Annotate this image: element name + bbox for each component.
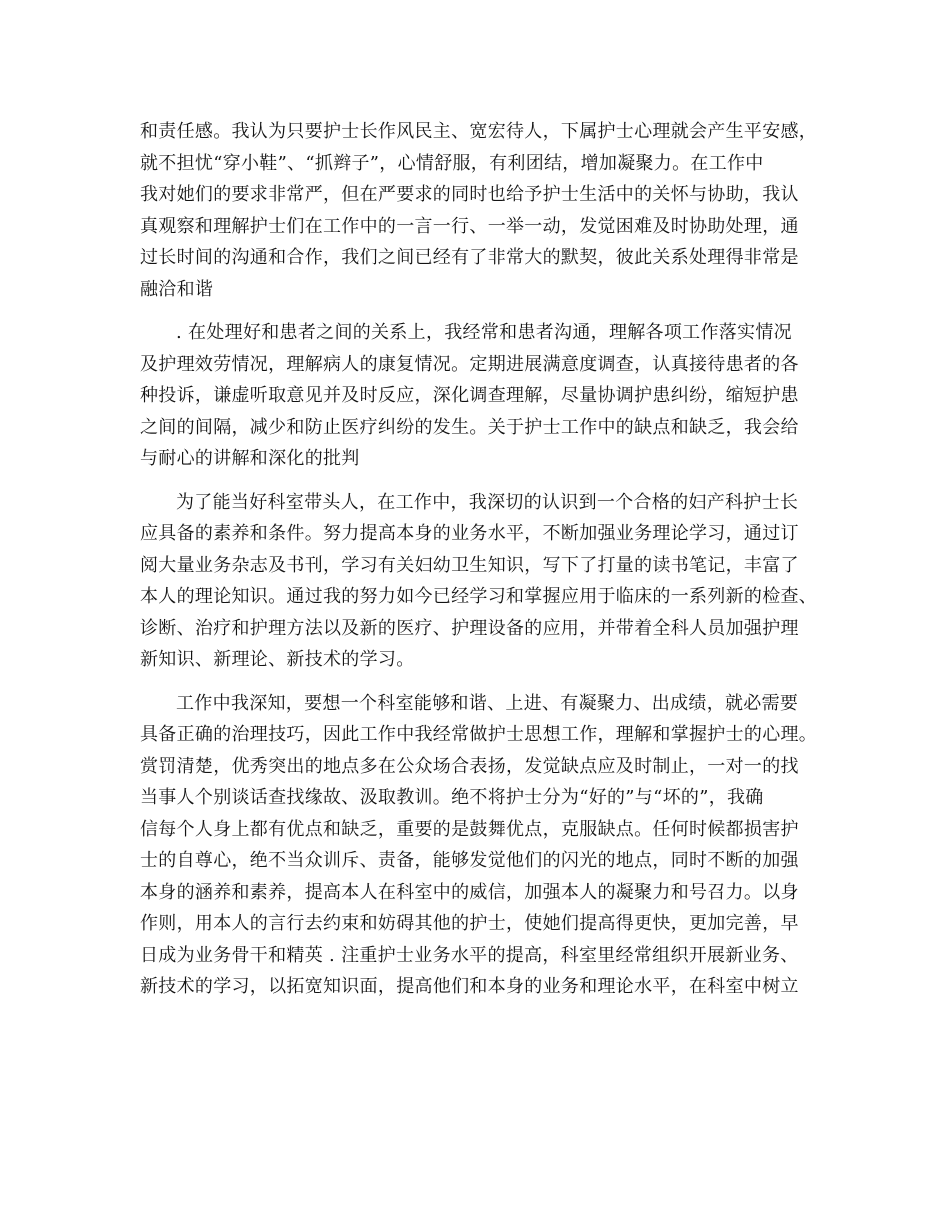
document-body — [140, 116, 820, 1003]
text-line: 过长时间的沟通和合作，我们之间已经有了非常大的默契，彼此关系处理得非常是 — [140, 247, 799, 268]
paragraph — [140, 688, 820, 1003]
text-line: 本身的涵养和素养，提高本人在科室中的威信，加强本人的凝聚力和号召力。以身 — [140, 881, 799, 903]
text-line: . 在处理好和患者之间的关系上，我经常和患者沟通，理解各项工作落实情况 — [176, 322, 792, 343]
paragraph-spacer — [140, 305, 820, 317]
text-line: 就不担忧“穿小鞋”、“抓辫子”，心情舒服，有利团结，增加凝聚力。在工作中 — [140, 152, 764, 174]
text-line: 诊断、治疗和护理方法以及新的医疗、护理设备的应用，并带着全科人员加强护理 — [140, 617, 799, 639]
text-line: 应具备的素养和条件。努力提高本身的业务水平，不断加强业务理论学习，通过订 — [140, 523, 799, 544]
text-line: 新知识、新理论、新技术的学习。 — [140, 649, 415, 670]
text-line: 我对她们的要求非常严，但在严要求的同时也给予护士生活中的关怀与协助，我认 — [140, 184, 799, 205]
text-line: 与耐心的讲解和深化的批判 — [140, 448, 360, 469]
text-line: 融洽和谐 — [140, 278, 214, 300]
text-line: 之间的间隔，减少和防止医疗纠纷的发生。关于护士工作中的缺点和缺乏，我会给 — [140, 416, 799, 438]
paragraph-spacer — [140, 676, 820, 688]
text-line: 作则，用本人的言行去约束和妨碍其他的护士，使她们提高得更快，更加完善，早 — [140, 913, 799, 934]
text-line: 本人的理论知识。通过我的努力如今已经学习和掌握应用于临床的一系列新的检查、 — [140, 586, 818, 607]
text-line: 工作中我深知，要想一个科室能够和谐、上进、有凝聚力、出成绩，就必需要 — [176, 692, 799, 714]
text-line: 及护理效劳情况，理解病人的康复情况。定期进展满意度调查，认真接待患者的各 — [140, 353, 799, 375]
text-line: 真观察和理解护士们在工作中的一言一行、一举一动，发觉困难及时协助处理，通 — [140, 215, 799, 237]
text-line: 和责任感。我认为只要护士长作风民主、宽宏待人，下属护士心理就会产生平安感， — [140, 121, 818, 142]
text-line: 种投诉，谦虚听取意见并及时反应，深化调查理解，尽量协调护患纠纷，缩短护患 — [140, 385, 799, 406]
paragraph — [140, 317, 820, 475]
text-line: 新技术的学习，以拓宽知识面，提高他们和本身的业务和理论水平，在科室中树立 — [140, 976, 799, 997]
text-line: 信每个人身上都有优点和缺乏，重要的是鼓舞优点，克服缺点。任何时候都损害护 — [140, 818, 799, 840]
paragraph — [140, 116, 820, 305]
text-line: 具备正确的治理技巧，因此工作中我经常做护士思想工作，理解和掌握护士的心理。 — [140, 724, 818, 745]
paragraph-spacer — [140, 475, 820, 487]
text-line: 为了能当好科室带头人，在工作中，我深切的认识到一个合格的妇产科护士长 — [176, 491, 799, 513]
text-line: 赏罚清楚，优秀突出的地点多在公众场合表扬，发觉缺点应及时制止，一对一的找 — [140, 755, 799, 777]
paragraph — [140, 487, 820, 676]
text-line: 日成为业务骨干和精英 . 注重护士业务水平的提高，科室里经常组织开展新业务、 — [140, 944, 799, 966]
text-line: 士的自尊心，绝不当众训斥、责备，能够发觉他们的闪光的地点，同时不断的加强 — [140, 850, 799, 871]
text-line: 当事人个别谈话查找缘故、汲取教训。绝不将护士分为“好的”与“坏的”，我确 — [140, 787, 764, 808]
text-line: 阅大量业务杂志及书刊，学习有关妇幼卫生知识，写下了打量的读书笔记，丰富了 — [140, 554, 799, 576]
